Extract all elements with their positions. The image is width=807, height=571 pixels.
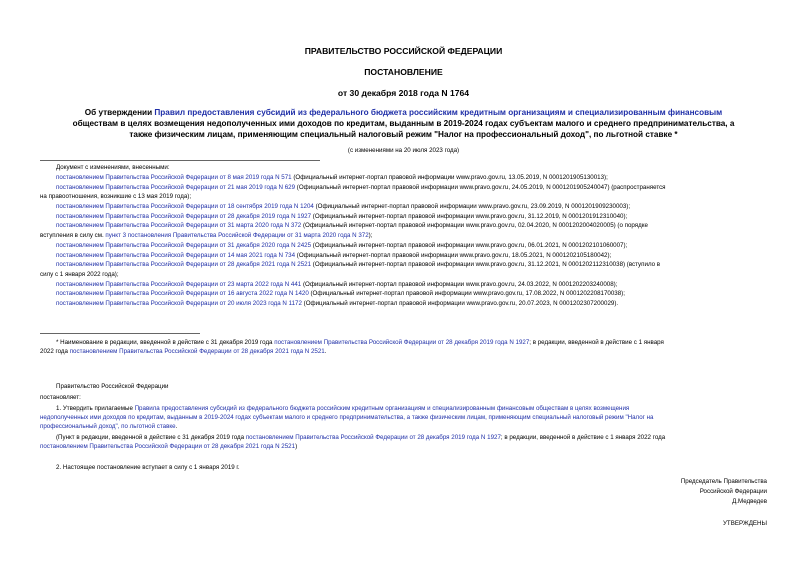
amendment-link[interactable]: постановлением Правительства Российской Федерации от 14 мая 2021 года N 734 [56, 252, 296, 259]
amendment-text: (Официальный интернет-портал правовой информации www.pravo.gov.ru, 20.07.2023, N 0001202307200029). [301, 300, 619, 307]
amendment-text: (Официальный интернет-портал правовой информации www.pravo.gov.ru, 17.08.2022, N 0001202208170038); [308, 290, 625, 297]
body-government: Правительство Российской Федерации [56, 383, 169, 390]
approved-label: УТВЕРЖДЕНЫ [723, 520, 767, 527]
signature-name: Д.Медведев [732, 498, 767, 505]
amendment-line [56, 300, 618, 308]
footnote-divider [40, 333, 200, 334]
signature-role-2: Российской Федерации [699, 488, 767, 495]
body-resolves: постановляет: [40, 394, 81, 401]
footnote-line-2: 2022 года постановлением Правительства Российской Федерации от 28 декабря 2021 года N 2521. [40, 348, 327, 355]
point-1-line-1: 1. Утвердить прилагаемые Правила предоставления субсидий из федерального бюджета российским кредитным организациям и специализированным финансовым обществам в целях возмещения [56, 405, 630, 412]
title-line-3: также физическим лицам, применяющим специальный налоговый режим "Налог на профессиональный доход", по льготной ставке * [129, 130, 678, 139]
footnote-link-2521[interactable]: постановлением Правительства Российской Федерации от 28 декабря 2021 года N 2521 [69, 348, 325, 355]
amendment-line [56, 203, 630, 211]
footnote-line-1: * Наименование в редакции, введенной в действие с 31 декабря 2019 года постановлением Правительства Российской Федерации от 28 декабря 2019 года N 1927; в редакции, введенной в действие с 1 января [56, 339, 664, 346]
amendment-line [56, 174, 608, 182]
title-line-2: обществам в целях возмещения недополученных ими доходов по кредитам, выданным в 2019-2024 годах субъектам малого и среднего предпринимательства, а [72, 119, 735, 128]
amendment-line [40, 193, 191, 201]
amendment-link[interactable]: пункт 3 постановления Правительства Российской Федерации от 31 марта 2020 года N 372 [105, 232, 369, 239]
amendment-text: силу с 1 января 2022 года); [40, 271, 119, 278]
divider [40, 160, 320, 161]
doc-type-heading: ПОСТАНОВЛЕНИЕ [364, 67, 443, 77]
point-1-line-3: профессиональный доход", по льготной ставке. [40, 423, 178, 430]
amendment-text: ); [368, 232, 373, 239]
amendment-link[interactable]: постановлением Правительства Российской Федерации от 31 марта 2020 года N 372 [56, 222, 302, 229]
point-2: 2. Настоящее постановление вступает в силу с 1 января 2019 г. [56, 464, 240, 471]
government-heading: ПРАВИТЕЛЬСТВО РОССИЙСКОЙ ФЕДЕРАЦИИ [304, 46, 503, 56]
amendment-line [56, 281, 617, 289]
amendment-line [56, 261, 660, 269]
point-1-note-link-2521[interactable]: постановлением Правительства Российской Федерации от 28 декабря 2021 года N 2521 [40, 443, 296, 450]
amendment-text: (Официальный интернет-портал правовой информации www.pravo.gov.ru, 18.05.2021, N 0001202105180042); [295, 252, 612, 259]
amendment-link[interactable]: постановлением Правительства Российской Федерации от 18 сентября 2019 года N 1204 [56, 203, 314, 210]
amendment-link[interactable]: постановлением Правительства Российской Федерации от 16 августа 2022 года N 1420 [56, 290, 309, 297]
amendment-text: (Официальный интернет-портал правовой информации www.pravo.gov.ru, 02.04.2020, N 0001202004020005) (о порядке [301, 222, 648, 229]
amendment-link[interactable]: постановлением Правительства Российской Федерации от 23 марта 2022 года N 441 [56, 281, 302, 288]
point-1-rules-link-end[interactable]: профессиональный доход", по льготной ставке [40, 423, 176, 430]
amendment-text: (Официальный интернет-портал правовой информации www.pravo.gov.ru, 24.03.2022, N 0001202203240008); [301, 281, 618, 288]
amendment-text: на правоотношения, возникшие с 13 мая 2019 года); [40, 193, 192, 200]
amendment-line [56, 290, 625, 298]
amendment-link[interactable]: постановлением Правительства Российской Федерации от 28 декабря 2021 года N 2521 [56, 261, 312, 268]
point-1-line-2 [40, 414, 654, 422]
amendment-line [56, 184, 666, 192]
point-1-note-line-1: (Пункт в редакции, введенной в действие с 31 декабря 2019 года постановлением Правительства Российской Федерации от 28 декабря 2019 года N 1927; в редакции, введенной в действие с 1 января 2022 года [56, 434, 666, 441]
amendment-line [56, 242, 627, 250]
title-prefix: Об утверждении [84, 108, 155, 117]
amendment-line [40, 232, 372, 240]
footnote-link-1927[interactable]: постановлением Правительства Российской Федерации от 28 декабря 2019 года N 1927 [274, 339, 530, 346]
amendment-text: (Официальный интернет-портал правовой информации www.pravo.gov.ru, 13.05.2019, N 0001201905130013); [291, 174, 608, 181]
point-1-rules-link-cont[interactable]: недополученных ими доходов по кредитам, выданным в 2019-2024 годах субъектам малого и среднего предпринимательства, а также физическим лицам, применяющим специальный налоговый режим "Налог на [40, 414, 654, 421]
amendment-text: (Официальный интернет-портал правовой информации www.pravo.gov.ru, 24.05.2019, N 0001201905240047) (распространяется [295, 184, 666, 191]
title-line-1 [0, 108, 807, 117]
title-rules-link[interactable]: Правил предоставления субсидий из федерального бюджета российским кредитным организациям и специализированным финансовым [154, 108, 723, 117]
edition-note: (с изменениями на 20 июля 2023 года) [347, 147, 460, 154]
point-1-rules-link[interactable]: Правила предоставления субсидий из федерального бюджета российским кредитным организациям и специализированным финансовым обществам в целях возмещения [134, 405, 630, 412]
amendment-link[interactable]: постановлением Правительства Российской Федерации от 20 июля 2023 года N 1172 [56, 300, 302, 307]
amendment-link[interactable]: постановлением Правительства Российской Федерации от 28 декабря 2019 года N 1927 [56, 213, 312, 220]
amendment-line [56, 252, 611, 260]
amendment-text: (Официальный интернет-портал правовой информации www.pravo.gov.ru, 31.12.2019, N 0001201912310040); [311, 213, 628, 220]
amendment-link[interactable]: постановлением Правительства Российской Федерации от 8 мая 2019 года N 571 [56, 174, 292, 181]
amendment-text: (Официальный интернет-портал правовой информации www.pravo.gov.ru, 23.09.2019, N 0001201909230003); [313, 203, 631, 210]
amendment-text: вступления в силу см. [40, 232, 106, 239]
amendment-text: (Официальный интернет-портал правовой информации www.pravo.gov.ru, 06.01.2021, N 0001202101060007); [311, 242, 628, 249]
amendment-text: (Официальный интернет-портал правовой информации www.pravo.gov.ru, 31.12.2021, N 0001202112310038) (вступило в [311, 261, 661, 268]
amendment-link[interactable]: постановлением Правительства Российской Федерации от 21 мая 2019 года N 629 [56, 184, 296, 191]
point-1-note-line-2: постановлением Правительства Российской Федерации от 28 декабря 2021 года N 2521) [40, 443, 298, 450]
point-1-note-link-1927[interactable]: постановлением Правительства Российской Федерации от 28 декабря 2019 года N 1927 [245, 434, 501, 441]
signature-role-1: Председатель Правительства [680, 478, 767, 485]
date-number-heading: от 30 декабря 2018 года N 1764 [337, 88, 470, 98]
amendment-line [40, 271, 119, 279]
amendment-line [56, 222, 648, 230]
amendment-link[interactable]: постановлением Правительства Российской Федерации от 31 декабря 2020 года N 2425 [56, 242, 312, 249]
amendment-line [56, 213, 627, 221]
amendments-intro: Документ с изменениями, внесенными: [56, 164, 170, 171]
